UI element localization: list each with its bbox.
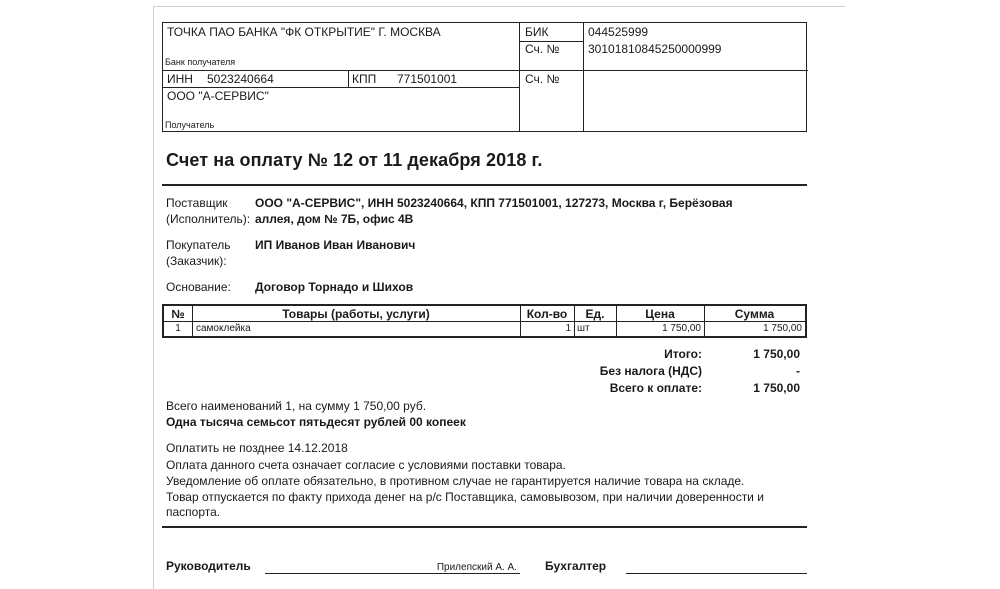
supplier-label-sub: (Исполнитель): — [166, 212, 251, 226]
inn-value: 5023240664 — [207, 72, 274, 86]
note-line: Товар отпускается по факту прихода денег на р/с Поставщика, самовывозом, при наличии доверенности и — [166, 490, 764, 504]
bank-name: ТОЧКА ПАО БАНКА "ФК ОТКРЫТИЕ" Г. МОСКВА — [167, 25, 441, 39]
vat-value: - — [796, 364, 800, 378]
table-divider — [583, 23, 584, 131]
row-qty: 1 — [565, 323, 571, 334]
buyer-label-sub: (Заказчик): — [166, 254, 227, 268]
vat-label: Без налога (НДС) — [599, 364, 702, 378]
row-goods: самоклейка — [196, 323, 251, 334]
row-unit: шт — [577, 323, 590, 334]
recipient-name: ООО "А-СЕРВИС" — [167, 89, 269, 103]
note-line: Уведомление об оплате обязательно, в противном случае не гарантируется наличие товара на складе. — [166, 474, 745, 488]
bik-label: БИК — [525, 25, 549, 39]
bik-value: 044525999 — [588, 25, 649, 39]
supplier-value-cont: аллея, дом № 7Б, офис 4В — [255, 212, 414, 226]
table-divider — [348, 70, 349, 87]
bank-details-table — [162, 22, 807, 132]
grand-total-value: 1 750,00 — [753, 381, 800, 395]
buyer-label: Покупатель — [166, 238, 231, 252]
director-signature-line — [265, 573, 520, 574]
amount-in-words: Одна тысяча семьсот пятьдесят рублей 00 копеек — [166, 415, 466, 429]
table-divider — [164, 321, 805, 322]
buyer-value: ИП Иванов Иван Иванович — [255, 238, 416, 252]
accountant-label: Бухгалтер — [545, 559, 607, 573]
table-divider — [163, 70, 808, 71]
account-label: Сч. № — [525, 72, 560, 86]
header-goods: Товары (работы, услуги) — [282, 307, 430, 321]
header-qty: Кол-во — [526, 307, 568, 321]
total-label: Итого: — [664, 347, 702, 361]
row-sum: 1 750,00 — [763, 323, 802, 334]
kpp-label: КПП — [352, 72, 377, 86]
bank-label: Банк получателя — [165, 57, 236, 67]
invoice-title: Счет на оплату № 12 от 11 декабря 2018 г. — [166, 150, 543, 170]
basis-label: Основание: — [166, 280, 231, 294]
header-price: Цена — [645, 307, 675, 321]
page-edge — [153, 6, 154, 589]
items-table — [162, 304, 807, 338]
total-value: 1 750,00 — [753, 347, 800, 361]
director-label: Руководитель — [166, 559, 251, 573]
payment-deadline: Оплатить не позднее 14.12.2018 — [166, 441, 348, 455]
row-num: 1 — [175, 323, 181, 334]
row-price: 1 750,00 — [662, 323, 701, 334]
page-edge — [153, 6, 845, 7]
supplier-label: Поставщик — [166, 196, 228, 210]
inn-label: ИНН — [167, 72, 193, 86]
table-divider — [519, 23, 520, 131]
header-sum: Сумма — [734, 307, 775, 321]
basis-value: Договор Торнадо и Шихов — [255, 280, 414, 294]
notes-rule — [162, 526, 807, 528]
director-name: Прилепский А. А. — [436, 562, 517, 573]
title-rule — [162, 184, 807, 186]
grand-total-label: Всего к оплате: — [609, 381, 702, 395]
note-line: паспорта. — [166, 505, 221, 519]
table-divider — [163, 87, 519, 88]
corr-account-label: Сч. № — [525, 42, 560, 56]
items-count-line: Всего наименований 1, на сумму 1 750,00 руб. — [166, 399, 427, 413]
recipient-label: Получатель — [165, 120, 215, 130]
supplier-value: ООО "А-СЕРВИС", ИНН 5023240664, КПП 771501001, 127273, Москва г, Берёзовая — [255, 196, 733, 210]
corr-account-value: 30101810845250000999 — [588, 42, 722, 56]
note-line: Оплата данного счета означает согласие с условиями поставки товара. — [166, 458, 566, 472]
accountant-signature-line — [626, 573, 807, 574]
header-unit: Ед. — [585, 307, 605, 321]
kpp-value: 771501001 — [397, 72, 458, 86]
header-num: № — [171, 307, 185, 321]
